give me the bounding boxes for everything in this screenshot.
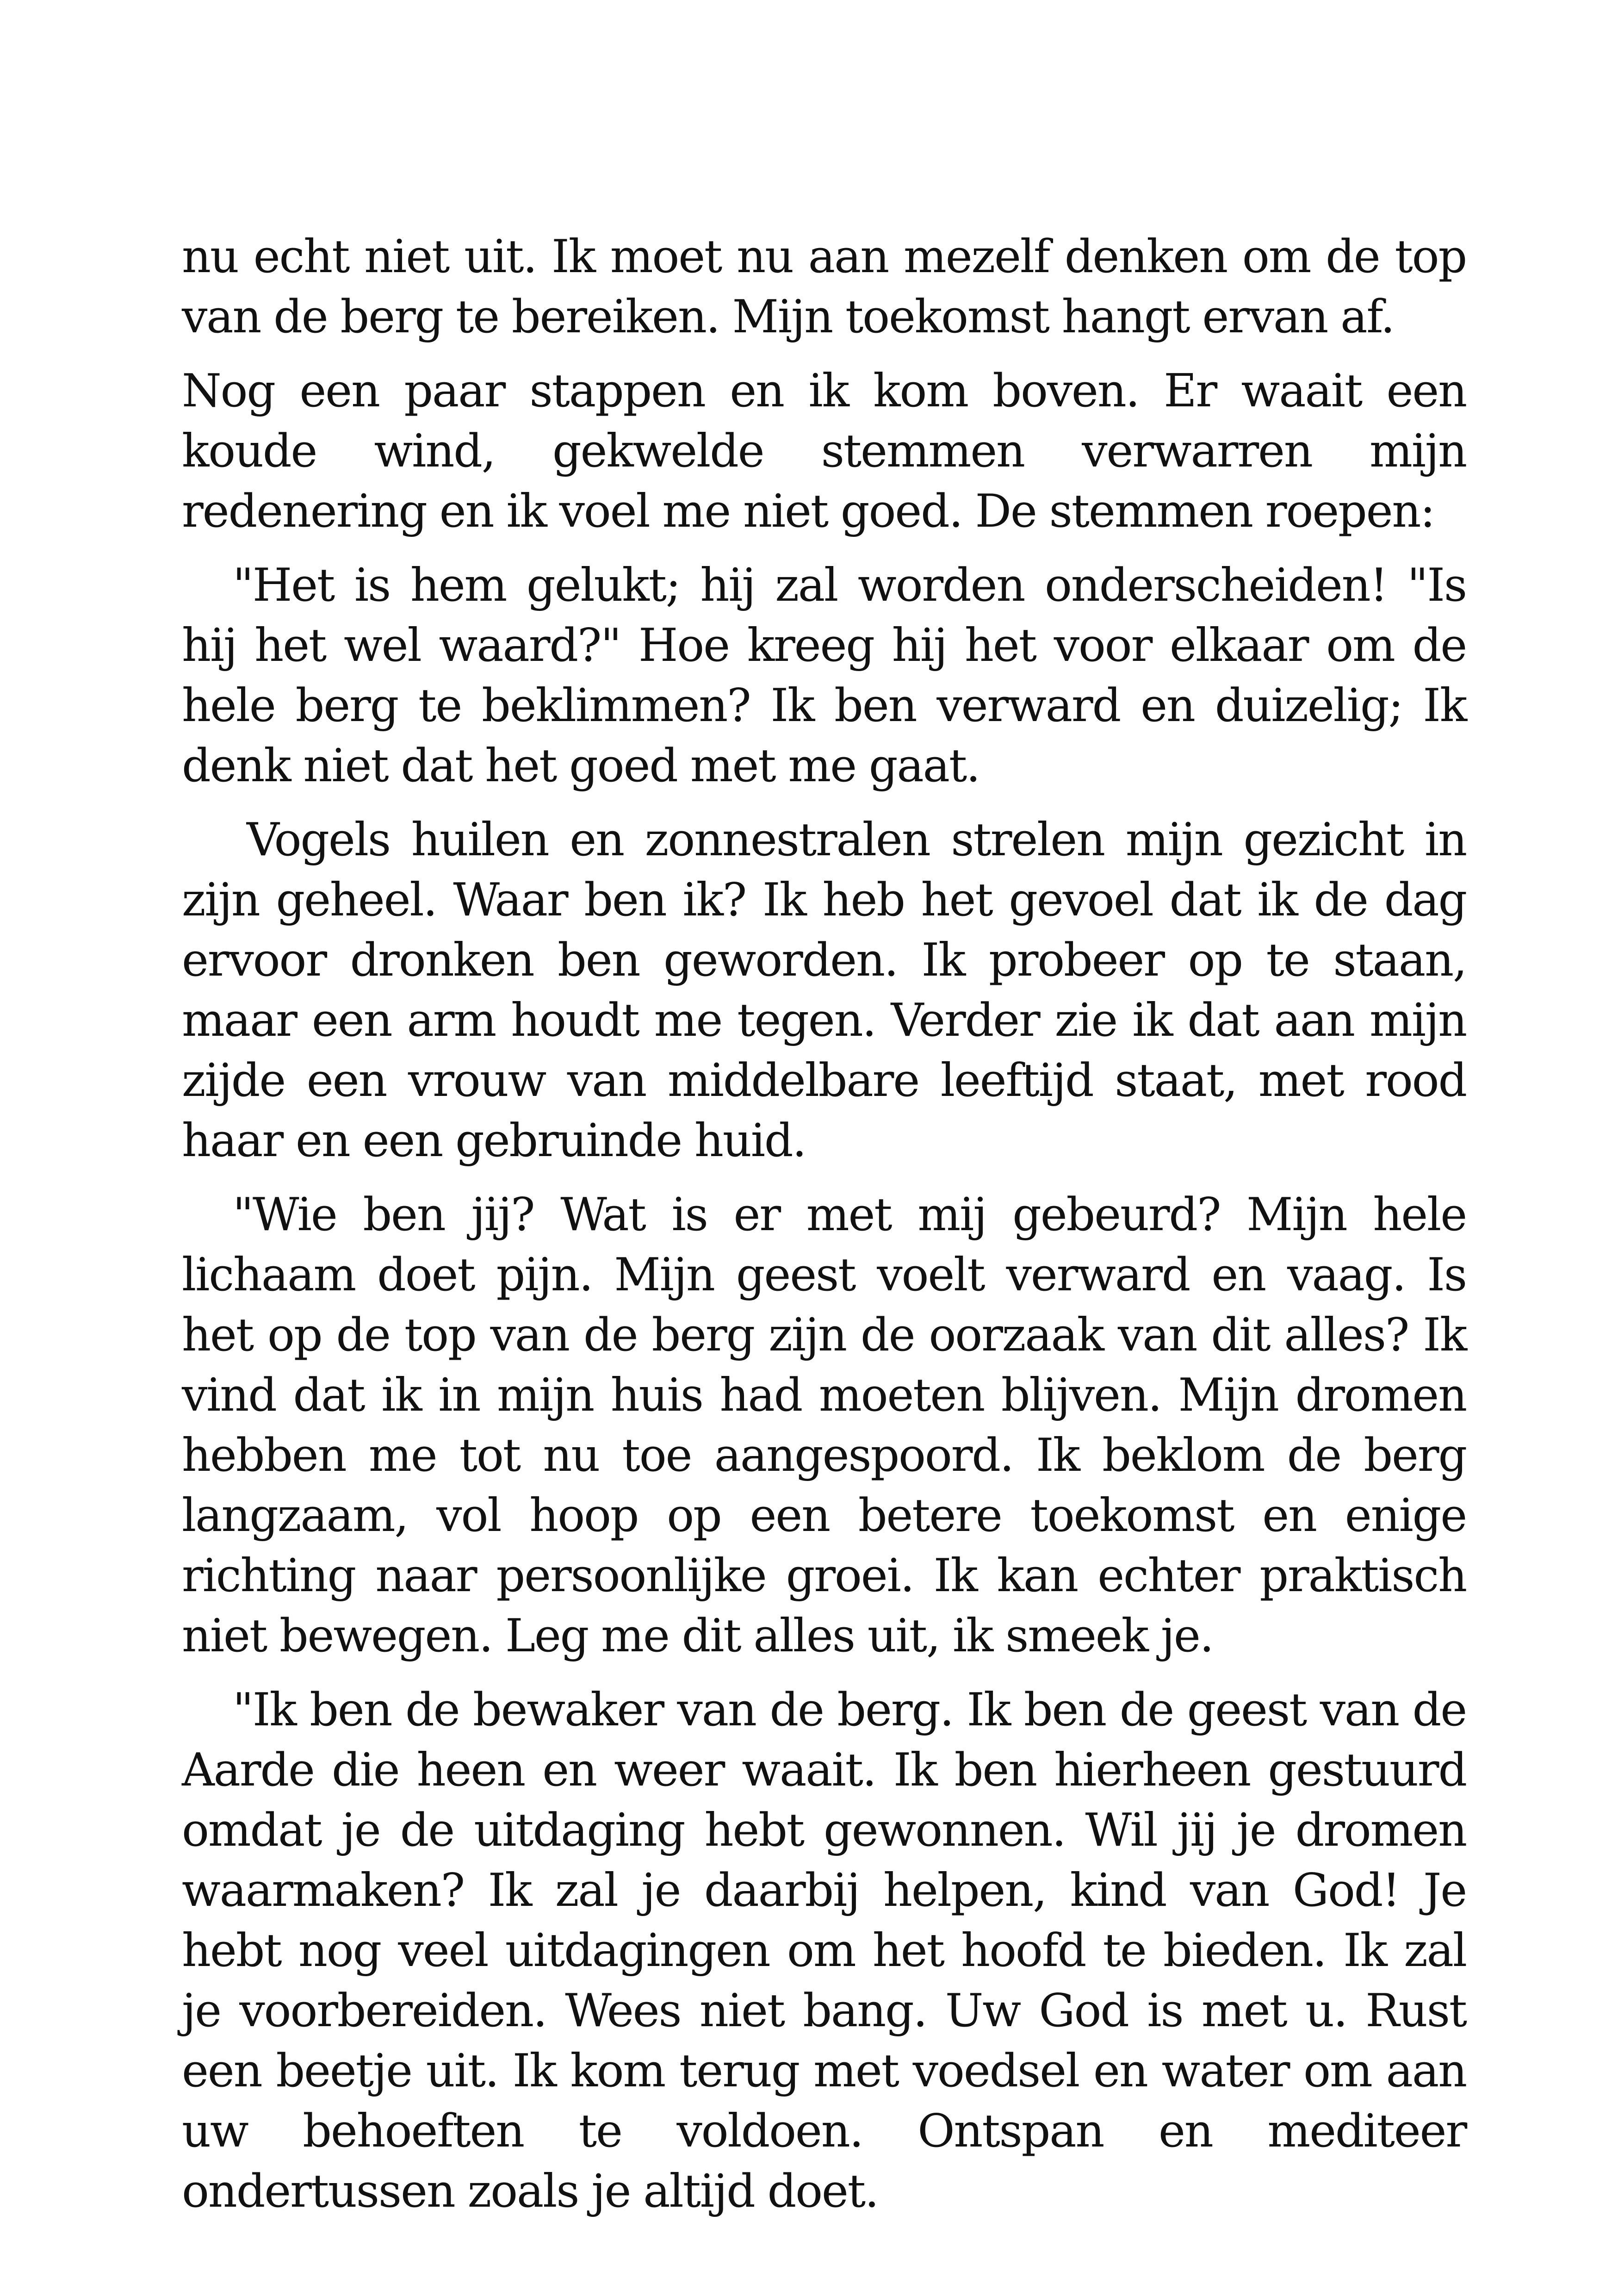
paragraph-2: Nog een paar stappen en ik kom boven. Er waait een koude wind, gekwelde stemmen verwarren mijn redenering en ik voel me niet goed. De stemmen roepen: [182,365,1466,538]
paragraph-4: Vogels huilen en zonnestralen strelen mijn gezicht in zijn geheel. Waar ben ik? Ik heb het gevoel dat ik de dag ervoor dronken ben geworden. Ik probeer op te staan, maar een arm houdt me tegen. Verder zie ik dat aan mijn zijde een vrouw van middelbare leeftijd staat, met rood haar en een gebruinde huid. [182,814,1466,1167]
page-body [182,227,1466,2235]
paragraph-1: nu echt niet uit. Ik moet nu aan mezelf denken om de top van de berg te bereiken. Mijn toekomst hangt ervan af. [182,230,1466,343]
paragraph-6: "Ik ben de bewaker van de berg. Ik ben de geest van de Aarde die heen en weer waait. Ik ben hierheen gestuurd omdat je de uitdaging hebt gewonnen. Wil jij je dromen waarmaken? Ik zal je daarbij helpen, kind van God! Je hebt nog veel uitdagingen om het hoofd te bieden. Ik zal je voorbereiden. Wees niet bang. Uw God is met u. Rust een beetje uit. Ik kom terug met voedsel en water om aan uw behoeften te voldoen. Ontspan en mediteer ondertussen zoals je altijd doet. [182,1684,1466,2218]
paragraph-3: "Het is hem gelukt; hij zal worden onderscheiden! "Is hij het wel waard?" Hoe kreeg hij het voor elkaar om de hele berg te beklimmen? Ik ben verward en duizelig; Ik denk niet dat het goed met me gaat. [182,559,1466,792]
paragraph-5: "Wie ben jij? Wat is er met mij gebeurd? Mijn hele lichaam doet pijn. Mijn geest voelt verward en vaag. Is het op de top van de berg zijn de oorzaak van dit alles? Ik vind dat ik in mijn huis had moeten blijven. Mijn dromen hebben me tot nu toe aangespoord. Ik beklom de berg langzaam, vol hoop op een betere toekomst en enige richting naar persoonlijke groei. Ik kan echter praktisch niet bewegen. Leg me dit alles uit, ik smeek je. [182,1188,1466,1662]
